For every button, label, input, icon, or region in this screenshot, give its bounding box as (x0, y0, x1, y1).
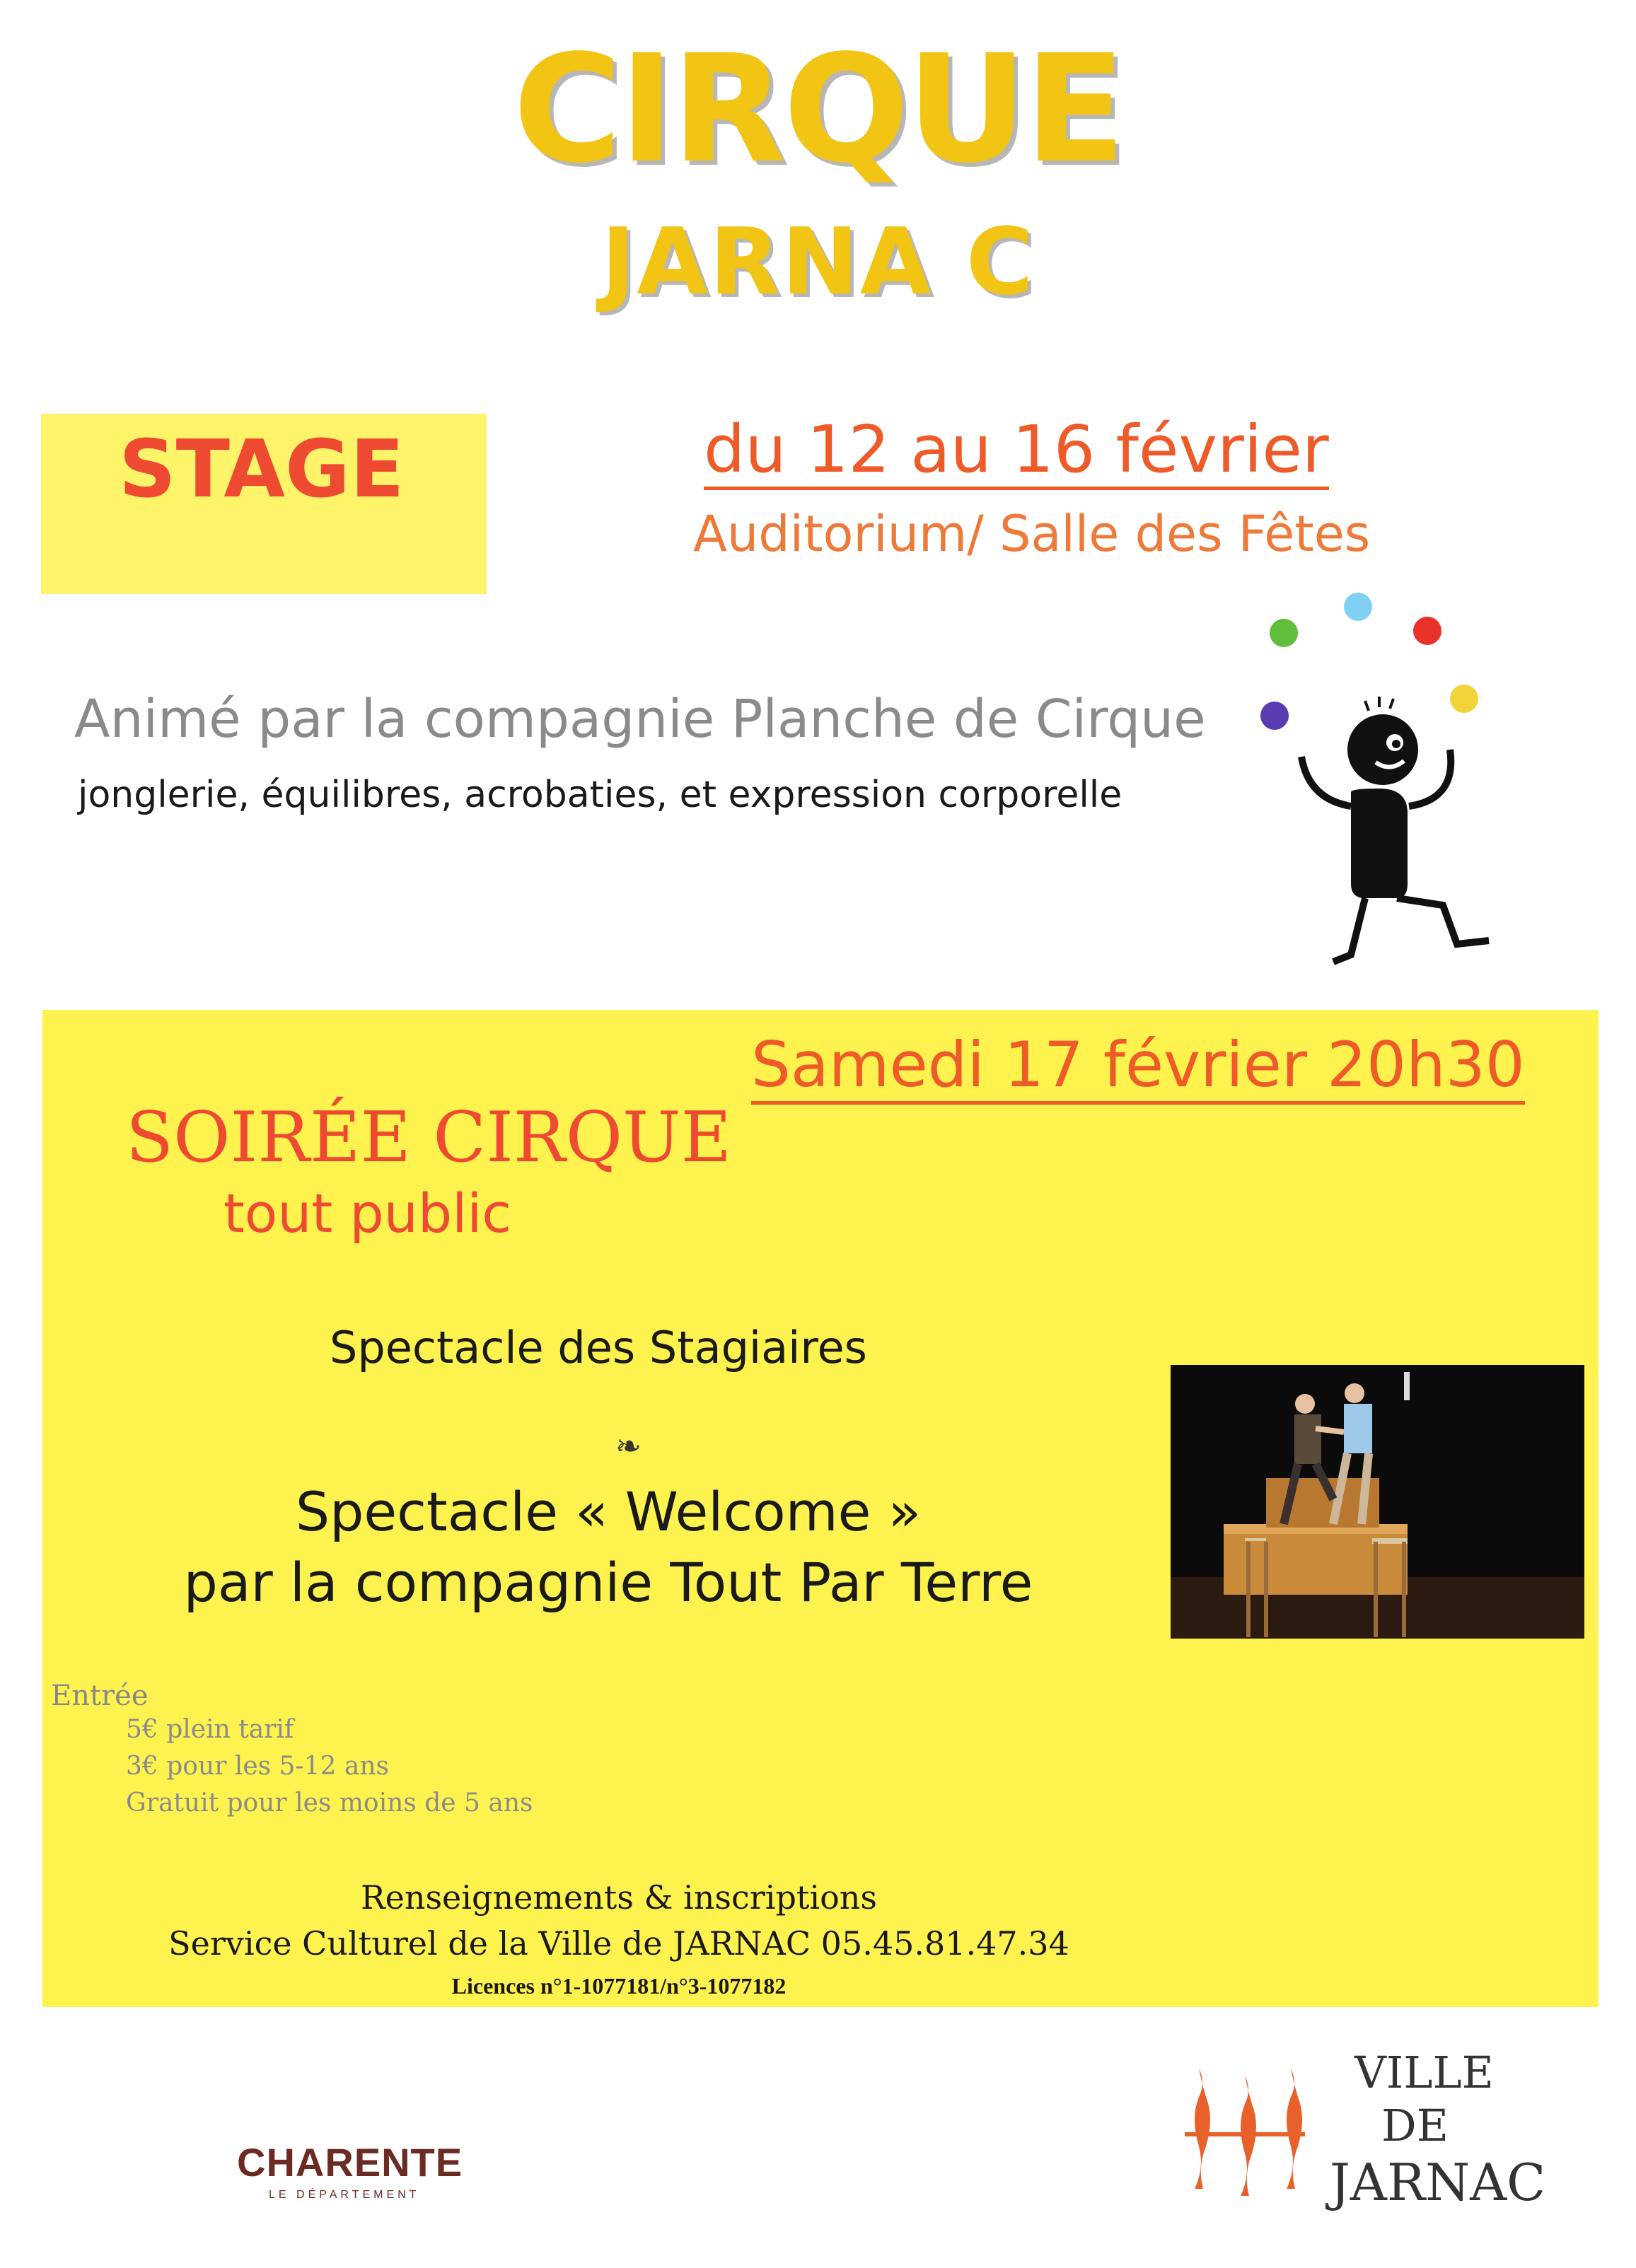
poster-subtitle: JARNA C (601, 208, 1035, 315)
poster-title: CIRQUE (513, 23, 1123, 196)
charente-logo: CHARENTE (237, 2140, 463, 2185)
ville-line-2: DE (1381, 2100, 1449, 2151)
soiree-audience: tout public (224, 1182, 512, 1245)
juggling-ball-red-icon (1413, 617, 1441, 645)
pricing-title: Entrée (51, 1680, 149, 1712)
juggling-ball-purple-icon (1260, 702, 1289, 730)
ornament-icon: ❧ (615, 1429, 642, 1465)
soiree-title: SOIRÉE CIRQUE (126, 1098, 732, 1178)
show-photo (1171, 1365, 1584, 1639)
stage-label: STAGE (119, 424, 405, 516)
stage-animator: Animé par la compagnie Planche de Cirque (74, 689, 1206, 750)
juggling-ball-yellow-icon (1450, 685, 1478, 713)
show-welcome: Spectacle « Welcome » (295, 1480, 922, 1543)
price-item: Gratuit pour les moins de 5 ans (126, 1789, 533, 1818)
price-item: 5€ plein tarif (126, 1715, 294, 1744)
charente-logo-subtitle: LE DÉPARTEMENT (269, 2189, 420, 2201)
stage-dates: du 12 au 16 février (704, 414, 1329, 490)
contact-service: Service Culturel de la Ville de JARNAC 05.45.81.47.34 (168, 1924, 1069, 1962)
stage-activities: jonglerie, équilibres, acrobaties, et expression corporelle (78, 774, 1122, 816)
soiree-date: Samedi 17 février 20h30 (751, 1031, 1525, 1105)
ville-line-3: JARNAC (1330, 2153, 1546, 2212)
jarnac-crest-icon (1178, 2061, 1312, 2245)
show-stagiaires: Spectacle des Stagiaires (330, 1322, 867, 1373)
juggling-ball-green-icon (1270, 619, 1298, 647)
juggler-illustration (1245, 587, 1528, 969)
price-item: 3€ pour les 5-12 ans (126, 1752, 389, 1781)
show-company: par la compagnie Tout Par Terre (183, 1551, 1033, 1614)
juggler-figure-icon (1301, 697, 1489, 962)
stage-venue: Auditorium/ Salle des Fêtes (693, 505, 1371, 563)
ville-de-jarnac-logo (1178, 2047, 1545, 2260)
juggling-ball-blue-icon (1344, 593, 1372, 621)
ville-line-1: VILLE (1354, 2047, 1494, 2098)
contact-heading: Renseignements & inscriptions (360, 1878, 878, 1917)
contact-licences: Licences n°1-1077181/n°3-1077182 (451, 1973, 787, 1999)
